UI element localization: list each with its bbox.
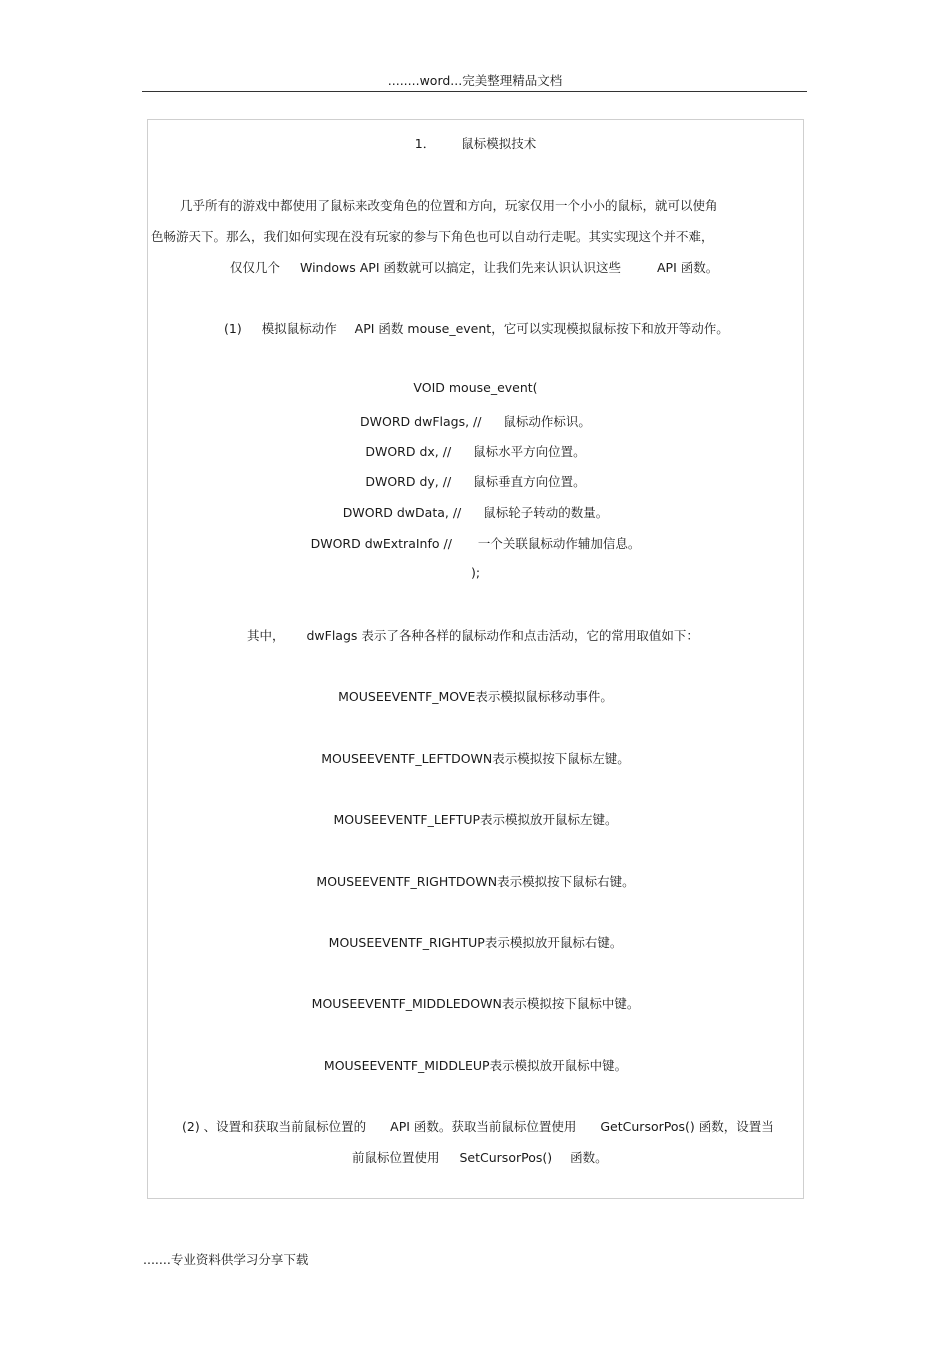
section-heading — [147, 134, 804, 152]
flags-intro-a: 其中， — [247, 628, 285, 643]
flag-entry — [147, 933, 804, 951]
flag-name: MOUSEEVENTF_LEFTUP — [333, 812, 481, 827]
item-2-text-d: 前鼠标位置使用 — [352, 1150, 440, 1165]
flag-entry — [147, 872, 804, 890]
flag-desc: 表示模拟放开鼠标左键。 — [480, 812, 618, 827]
code-param-comment: 鼠标轮子转动的数量。 — [483, 505, 609, 520]
code-param-code: DWORD dwExtraInfo // — [310, 536, 452, 551]
flags-intro-b: dwFlags 表示了各种各样的鼠标动作和点击活动，它的常用取值如下： — [306, 628, 699, 643]
content-frame — [147, 119, 804, 1199]
section-number: 1． — [414, 136, 436, 151]
code-param-code: DWORD dy, // — [365, 474, 452, 489]
code-param-line — [147, 472, 804, 490]
flag-name: MOUSEEVENTF_MIDDLEDOWN — [311, 996, 502, 1011]
code-param-line — [147, 442, 804, 460]
flags-intro — [247, 626, 699, 644]
flag-name: MOUSEEVENTF_MIDDLEUP — [323, 1058, 490, 1073]
flag-desc: 表示模拟按下鼠标左键。 — [492, 751, 630, 766]
flag-entry — [147, 994, 804, 1012]
intro-line-3 — [230, 258, 718, 276]
code-param-line — [147, 503, 804, 521]
item-2-line-2 — [352, 1148, 608, 1166]
header-divider — [142, 91, 807, 92]
code-param-comment: 鼠标动作标识。 — [503, 414, 591, 429]
item-1-number: (1) — [224, 321, 242, 336]
flag-name: MOUSEEVENTF_LEFTDOWN — [321, 751, 493, 766]
item-2-text-b: API 函数。获取当前鼠标位置使用 — [390, 1119, 577, 1134]
item-2-line-1 — [182, 1117, 774, 1135]
intro-line-2: 色畅游天下。那么，我们如何实现在没有玩家的参与下角色也可以自动行走呢。其实实现这个并不难， — [151, 229, 714, 244]
flag-entry — [147, 687, 804, 705]
code-close: ); — [470, 565, 481, 580]
code-param-code: DWORD dwData, // — [342, 505, 462, 520]
code-param-comment: 鼠标垂直方向位置。 — [473, 474, 586, 489]
code-param-line — [147, 534, 804, 552]
item-2-text-a: (2) 、设置和获取当前鼠标位置的 — [182, 1119, 367, 1134]
item-2-text-e: SetCursorPos() — [459, 1150, 553, 1165]
flag-desc: 表示模拟放开鼠标右键。 — [484, 935, 623, 950]
code-param-code: DWORD dx, // — [365, 444, 452, 459]
flag-desc: 表示模拟放开鼠标中键。 — [489, 1058, 628, 1073]
flag-entry — [147, 810, 804, 828]
item-2-text-f: 函数。 — [570, 1150, 608, 1165]
item-1 — [224, 319, 729, 337]
code-param-code: DWORD dwFlags, // — [360, 414, 482, 429]
item-1-text-b: API 函数 mouse_event，它可以实现模拟鼠标按下和放开等动作。 — [354, 321, 729, 336]
code-param-comment: 鼠标水平方向位置。 — [473, 444, 586, 459]
code-param-comment: 一个关联鼠标动作辅加信息。 — [477, 536, 641, 551]
item-1-text-a: 模拟鼠标动作 — [261, 321, 337, 336]
flag-name: MOUSEEVENTF_RIGHTUP — [328, 935, 485, 950]
flag-name: MOUSEEVENTF_RIGHTDOWN — [316, 874, 498, 889]
code-signature: VOID mouse_event( — [413, 380, 538, 395]
flag-desc: 表示模拟按下鼠标右键。 — [497, 874, 635, 889]
page-footer: .......专业资料供学习分享下载 — [143, 1252, 309, 1267]
section-title: 鼠标模拟技术 — [461, 136, 537, 151]
flag-desc: 表示模拟鼠标移动事件。 — [475, 689, 613, 704]
flag-entry — [147, 1056, 804, 1074]
item-2-text-c: GetCursorPos() 函数，设置当 — [600, 1119, 774, 1134]
flag-name: MOUSEEVENTF_MOVE — [338, 689, 476, 704]
intro-line-3b: Windows API 函数就可以搞定，让我们先来认识认识这些 — [299, 260, 622, 275]
flag-entry — [147, 749, 804, 767]
flag-desc: 表示模拟按下鼠标中键。 — [501, 996, 640, 1011]
intro-line-3a: 仅仅几个 — [230, 260, 281, 275]
intro-line-1: 几乎所有的游戏中都使用了鼠标来改变角色的位置和方向，玩家仅用一个小小的鼠标，就可以使角 — [180, 198, 718, 213]
intro-line-3c: API 函数。 — [656, 260, 719, 275]
code-param-line — [147, 412, 804, 430]
page-header: ........word...完美整理精品文档 — [387, 73, 563, 88]
